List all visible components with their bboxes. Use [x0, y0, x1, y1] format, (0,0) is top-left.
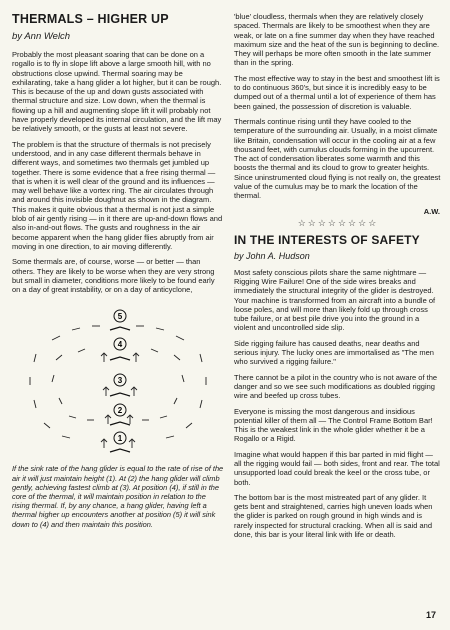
article-paragraph: Most safety conscious pilots share the same nightmare — Rigging Wire Failure! One of the side wires breaks and immediately the structural integrity of the glider is destroyed. Your machine is transformed from an aircraft into a bundle of loose poles, and will more than likely fold up through cross tube failure, or at best pile drive you into the ground in a violent and uncontrolled side slip.	[234, 267, 436, 333]
position-label-3: 3	[117, 376, 123, 386]
position-label-4: 4	[117, 340, 123, 350]
author-initials: A.W.	[423, 206, 440, 216]
article-paragraph: The most effective way to stay in the best and smoothest lift is to do continuous 360's, but since it is incredibly easy to be dumped out of a thermal until a lot of experience of them has been gained, the possession of discretion is valuable.	[234, 73, 440, 111]
article-paragraph: The bottom bar is the most mistreated part of any glider. It gets bent and straightened, carries high uneven loads when the glider is parked on rough ground in high winds and is rarely inspected for structural cracking. When all is said and done, this bar is your literal link with life or death.	[234, 492, 433, 540]
left-column	[12, 12, 224, 529]
position-label-5: 5	[117, 312, 123, 322]
position-label-2: 2	[117, 406, 123, 416]
article-paragraph: 'blue' cloudless, thermals when they are relatively closely spaced. Thermals are likely to be smoothest when they are weak, or late on a fine summer day when they have reached maximum size and the heat of the sun is beginning to decline. They will perhaps be more often smooth in the late summer than in the spring.	[234, 12, 440, 68]
article-paragraph: Everyone is missing the most dangerous and insidious potential killer of them all — The Control Frame Bottom Bar! This is the weakest link in the whole glider whether it be a Rogallo or a Rigid.	[234, 406, 433, 444]
article-paragraph: Imagine what would happen if this bar parted in mid flight — all the rigging would fail — both sides, front and rear. The total unsupported load could break the keel or the cross tube, or both.	[234, 449, 440, 487]
article-byline: by Ann Welch	[12, 31, 71, 42]
diagram-caption: If the sink rate of the hang glider is equal to the rate of rise of the air it will just maintain height (1). At (2) the hang glider will climb gently, achieving fastest climb at (3). At position (4), if still in the core of the thermal, it will maintain position in relation to the rising thermal. If, by any chance, a hang glider, having left a thermal higher up encounters another at position (5) it will sink down to (4) and then maintain this position.	[12, 464, 224, 529]
position-label-1: 1	[117, 434, 123, 444]
article-paragraph: Probably the most pleasant soaring that can be done on a rogallo is to fly in slope lift above a large smooth hill, with no obstructions close upwind. Thermal soaring may be exhilarating, take a hang glider a lot higher, but it can be rough. This is because of the up and down gusts associated with thermal structure and size. Low down, when the thermal is flowing up a hill and augmenting slope lift it will probably not have properly developed its internal circulation, and the lift may be relatively smooth, or the gusts at least not severe.	[12, 50, 222, 134]
article-title: THERMALS – HIGHER UP	[12, 12, 169, 26]
section-divider-stars: ☆☆☆☆☆☆☆☆	[297, 217, 379, 228]
second-article-title: IN THE INTERESTS OF SAFETY	[234, 232, 420, 247]
second-article-byline: by John A. Hudson	[234, 250, 310, 261]
article-paragraph: Side rigging failure has caused deaths, near deaths and serious injury. The lucky ones are immortalised as "The men who survived a rigging failure."	[234, 338, 434, 367]
page-number: 17	[425, 610, 436, 620]
article-paragraph: Thermals continue rising until they have cooled to the temperature of the surrounding air. Usually, in a moist climate like Britain, condensation will occur in the cooling air at a few thousand feet, with cumulus clouds forming in the upcurrent. The act of condensation liberates some warmth and this boosts the thermal and its cloud to grow to greater heights. Since uninstrumented cloud flying is not really on, the greatest value of the cumulus may be to mark the location of the thermal.	[234, 116, 441, 201]
right-column	[234, 12, 442, 545]
left-vortex-arrows	[30, 326, 100, 438]
vortex-ring-diagram	[12, 300, 224, 460]
article-paragraph: The problem is that the structure of thermals is not precisely understood, and in any case different thermals behave in different ways, and sometimes two thermals get jumbled up together. There is some evidence that a free rising thermal — that is when it is well clear of the ground and its influences — may well behave like a vortex ring. The air circulates through and around this invisible doughnut as shown in the diagram. This makes it quite obvious that a thermal is not just a simple blob of air gently rising — in it there are up-and-down flows and also in-and-out flows. The gusts and roughness in the air become apparent when the hang glider flies abruptly from air moving in one direction, to air moving differently.	[12, 139, 223, 251]
article-paragraph: There cannot be a pilot in the country who is not aware of the danger and so we see such modifications as doubled rigging wire and beefed up cross tubes.	[234, 372, 438, 401]
article-paragraph: Some thermals are, of course, worse — or better — than others. They are likely to be worse when they are very strong but small in diameter, conditions more likely to be found early on a day of great instability, or on a day of anticyclone,	[12, 257, 215, 295]
right-vortex-arrows	[136, 326, 206, 438]
